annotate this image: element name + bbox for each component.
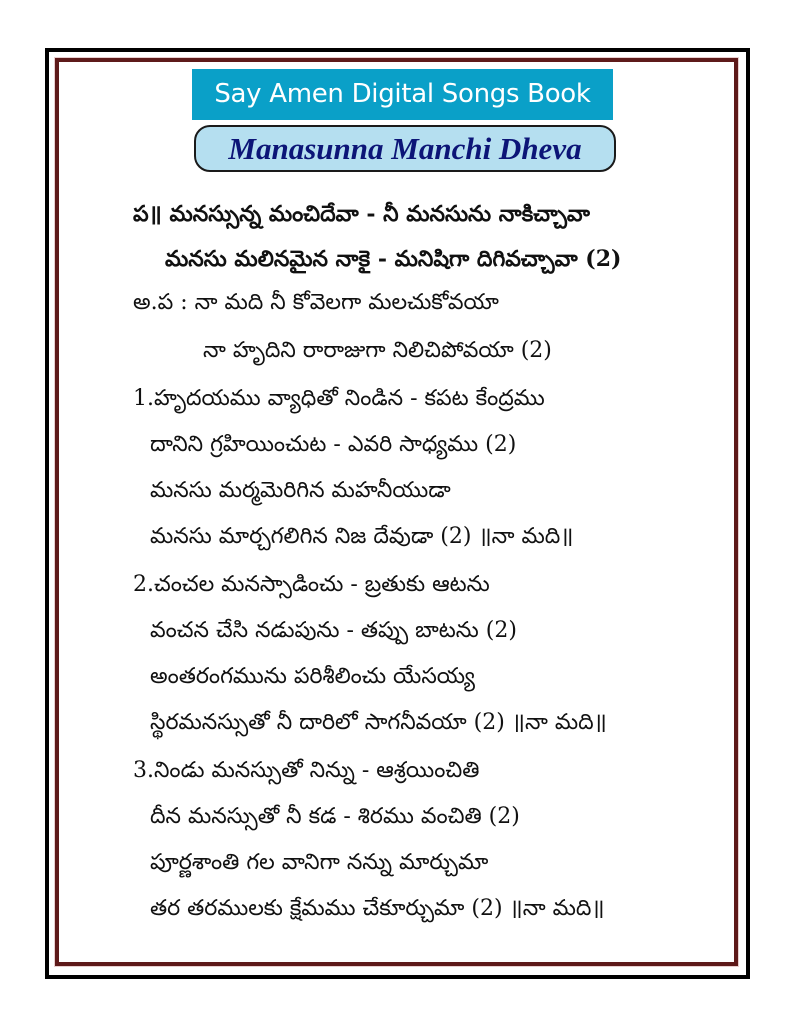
stanza-1-line-1: 1.హృదయము వ్యాధితో నిండిన - కపట కేంద్రము bbox=[133, 386, 545, 411]
stanza-3-line-1: 3.నిండు మనస్సుతో నిన్ను - ఆశ్రయించితి bbox=[133, 758, 480, 783]
song-title: Manasunna Manchi Dheva bbox=[228, 131, 582, 166]
stanza-1-line-3: మనసు మర్మమెరిగిన మహనీయుడా bbox=[150, 478, 451, 503]
book-title: Say Amen Digital Songs Book bbox=[214, 79, 591, 109]
stanza-3-line-2: దీన మనస్సుతో నీ కడ - శిరము వంచితి (2) bbox=[150, 804, 520, 829]
stanza-2-line-2: వంచన చేసి నడుపును - తప్పు బాటను (2) bbox=[150, 618, 517, 643]
stanza-2-line-1: 2.చంచల మనస్సాడించు - బ్రతుకు ఆటను bbox=[133, 572, 490, 597]
stanza-1-line-4: మనసు మార్చగలిగిన నిజ దేవుడా (2) ॥నా మది॥ bbox=[150, 524, 574, 549]
stanza-3-line-3: పూర్ణశాంతి గల వానిగా నన్ను మార్చుమా bbox=[150, 850, 489, 875]
anupallavi-line-1: అ.ప : నా మది నీ కోవెలగా మలచుకోవయా bbox=[133, 290, 499, 315]
pallavi-line-2: మనసు మలినమైన నాకై - మనిషిగా దిగివచ్చావా (2) bbox=[165, 246, 622, 272]
stanza-1-line-2: దానిని గ్రహియించుట - ఎవరి సాధ్యము (2) bbox=[150, 432, 517, 457]
stanza-2-line-3: అంతరంగమును పరిశీలించు యేసయ్య bbox=[150, 664, 475, 689]
stanza-3-line-4: తర తరములకు క్షేమము చేకూర్చుమా (2) ॥నా మది॥ bbox=[150, 896, 605, 921]
anupallavi-line-2: నా హృదిని రారాజుగా నిలిచిపోవయా (2) bbox=[203, 338, 552, 363]
pallavi-line-1: ప॥ మనస్సున్న మంచిదేవా - నీ మనసును నాకిచ్చావా bbox=[133, 201, 590, 227]
stanza-2-line-4: స్థిరమనస్సుతో నీ దారిలో సాగనీవయా (2) ॥నా మది॥ bbox=[150, 710, 607, 735]
